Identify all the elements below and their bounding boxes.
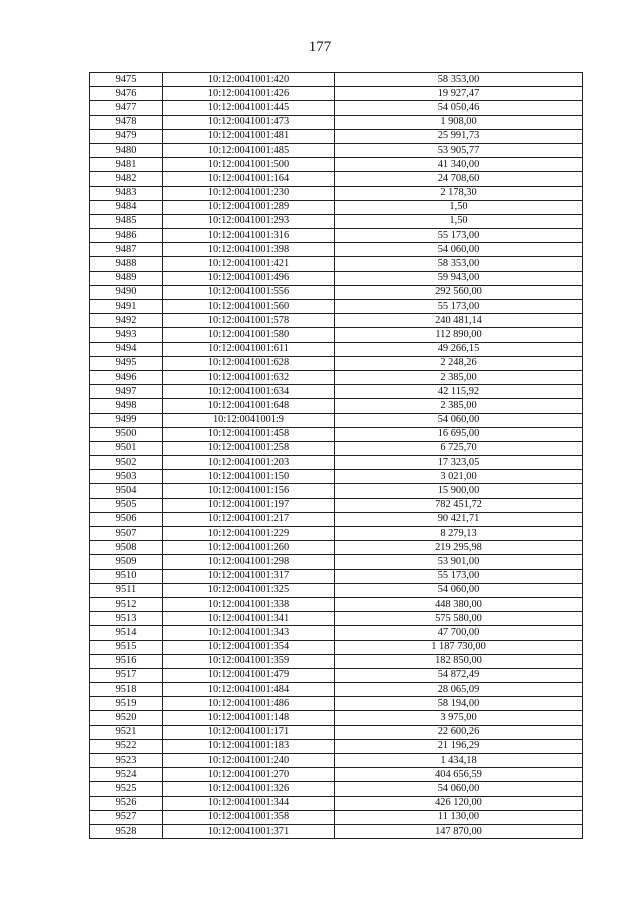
- row-number-cell: 9497: [90, 385, 163, 399]
- row-number-cell: 9500: [90, 427, 163, 441]
- row-number-cell: 9496: [90, 370, 163, 384]
- row-number-cell: 9478: [90, 115, 163, 129]
- cadastral-number-cell: 10:12:0041001:343: [163, 626, 335, 640]
- table-row: [90, 129, 583, 143]
- row-number-cell: 9486: [90, 229, 163, 243]
- table-row: [90, 612, 583, 626]
- table-row: [90, 271, 583, 285]
- value-cell: 28 065,09: [335, 683, 583, 697]
- row-number-cell: 9492: [90, 314, 163, 328]
- row-number-cell: 9508: [90, 541, 163, 555]
- cadastral-number-cell: 10:12:0041001:148: [163, 711, 335, 725]
- table-row: [90, 143, 583, 157]
- cadastral-number-cell: 10:12:0041001:171: [163, 725, 335, 739]
- row-number-cell: 9477: [90, 101, 163, 115]
- table-row: [90, 285, 583, 299]
- row-number-cell: 9525: [90, 782, 163, 796]
- row-number-cell: 9520: [90, 711, 163, 725]
- table-row: [90, 328, 583, 342]
- cadastral-number-cell: 10:12:0041001:338: [163, 597, 335, 611]
- table-row: [90, 697, 583, 711]
- cadastral-number-cell: 10:12:0041001:371: [163, 824, 335, 838]
- value-cell: 17 323,05: [335, 456, 583, 470]
- value-cell: 426 120,00: [335, 796, 583, 810]
- cadastral-number-cell: 10:12:0041001:398: [163, 243, 335, 257]
- cadastral-number-cell: 10:12:0041001:325: [163, 583, 335, 597]
- value-cell: 575 580,00: [335, 612, 583, 626]
- cadastral-number-cell: 10:12:0041001:628: [163, 356, 335, 370]
- value-cell: 54 060,00: [335, 583, 583, 597]
- value-cell: 24 708,60: [335, 172, 583, 186]
- row-number-cell: 9523: [90, 754, 163, 768]
- value-cell: 54 060,00: [335, 782, 583, 796]
- cadastral-number-cell: 10:12:0041001:458: [163, 427, 335, 441]
- cadastral-number-cell: 10:12:0041001:426: [163, 87, 335, 101]
- row-number-cell: 9490: [90, 285, 163, 299]
- cadastral-number-cell: 10:12:0041001:164: [163, 172, 335, 186]
- table-row: [90, 300, 583, 314]
- value-cell: 11 130,00: [335, 810, 583, 824]
- value-cell: 1 908,00: [335, 115, 583, 129]
- table-row: [90, 257, 583, 271]
- row-number-cell: 9510: [90, 569, 163, 583]
- cadastral-number-cell: 10:12:0041001:481: [163, 129, 335, 143]
- cadastral-number-cell: 10:12:0041001:9: [163, 413, 335, 427]
- row-number-cell: 9524: [90, 768, 163, 782]
- table-row: [90, 824, 583, 838]
- value-cell: 2 385,00: [335, 399, 583, 413]
- table-row: [90, 796, 583, 810]
- row-number-cell: 9527: [90, 810, 163, 824]
- row-number-cell: 9517: [90, 668, 163, 682]
- row-number-cell: 9489: [90, 271, 163, 285]
- value-cell: 404 656,59: [335, 768, 583, 782]
- table-row: [90, 172, 583, 186]
- table-row: [90, 711, 583, 725]
- cadastral-number-cell: 10:12:0041001:560: [163, 300, 335, 314]
- cadastral-number-cell: 10:12:0041001:634: [163, 385, 335, 399]
- cadastral-number-cell: 10:12:0041001:217: [163, 512, 335, 526]
- value-cell: 55 173,00: [335, 569, 583, 583]
- row-number-cell: 9518: [90, 683, 163, 697]
- cadastral-number-cell: 10:12:0041001:317: [163, 569, 335, 583]
- cadastral-number-cell: 10:12:0041001:240: [163, 754, 335, 768]
- cadastral-number-cell: 10:12:0041001:230: [163, 186, 335, 200]
- table-row: [90, 654, 583, 668]
- value-cell: 54 060,00: [335, 413, 583, 427]
- cadastral-number-cell: 10:12:0041001:580: [163, 328, 335, 342]
- row-number-cell: 9493: [90, 328, 163, 342]
- table-row: [90, 597, 583, 611]
- cadastral-number-cell: 10:12:0041001:445: [163, 101, 335, 115]
- value-cell: 58 194,00: [335, 697, 583, 711]
- table-row: [90, 512, 583, 526]
- value-cell: 49 266,15: [335, 342, 583, 356]
- value-cell: 58 353,00: [335, 257, 583, 271]
- table-row: [90, 456, 583, 470]
- row-number-cell: 9484: [90, 200, 163, 214]
- value-cell: 1 434,18: [335, 754, 583, 768]
- value-cell: 53 905,77: [335, 143, 583, 157]
- row-number-cell: 9494: [90, 342, 163, 356]
- value-cell: 8 279,13: [335, 527, 583, 541]
- table-row: [90, 87, 583, 101]
- cadastral-number-cell: 10:12:0041001:270: [163, 768, 335, 782]
- value-cell: 1,50: [335, 214, 583, 228]
- table-row: [90, 725, 583, 739]
- cadastral-number-cell: 10:12:0041001:632: [163, 370, 335, 384]
- row-number-cell: 9481: [90, 158, 163, 172]
- cadastral-number-cell: 10:12:0041001:203: [163, 456, 335, 470]
- row-number-cell: 9502: [90, 456, 163, 470]
- value-cell: 3 975,00: [335, 711, 583, 725]
- value-cell: 240 481,14: [335, 314, 583, 328]
- value-cell: 2 385,00: [335, 370, 583, 384]
- cadastral-number-cell: 10:12:0041001:341: [163, 612, 335, 626]
- table-row: [90, 782, 583, 796]
- value-cell: 3 021,00: [335, 470, 583, 484]
- table-row: [90, 668, 583, 682]
- value-cell: 22 600,26: [335, 725, 583, 739]
- row-number-cell: 9513: [90, 612, 163, 626]
- row-number-cell: 9515: [90, 640, 163, 654]
- row-number-cell: 9512: [90, 597, 163, 611]
- row-number-cell: 9488: [90, 257, 163, 271]
- row-number-cell: 9487: [90, 243, 163, 257]
- value-cell: 2 178,30: [335, 186, 583, 200]
- table-row: [90, 527, 583, 541]
- cadastral-number-cell: 10:12:0041001:298: [163, 555, 335, 569]
- value-cell: 58 353,00: [335, 73, 583, 87]
- table-row: [90, 385, 583, 399]
- row-number-cell: 9480: [90, 143, 163, 157]
- table-row: [90, 555, 583, 569]
- table-row: [90, 101, 583, 115]
- row-number-cell: 9483: [90, 186, 163, 200]
- row-number-cell: 9479: [90, 129, 163, 143]
- table-row: [90, 768, 583, 782]
- table-row: [90, 356, 583, 370]
- cadastral-number-cell: 10:12:0041001:496: [163, 271, 335, 285]
- row-number-cell: 9482: [90, 172, 163, 186]
- cadastral-number-cell: 10:12:0041001:486: [163, 697, 335, 711]
- value-cell: 54 050,46: [335, 101, 583, 115]
- page-number: 177: [308, 39, 332, 55]
- value-cell: 219 295,98: [335, 541, 583, 555]
- cadastral-number-cell: 10:12:0041001:183: [163, 739, 335, 753]
- row-number-cell: 9498: [90, 399, 163, 413]
- value-cell: 1 187 730,00: [335, 640, 583, 654]
- table-row: [90, 541, 583, 555]
- table-row: [90, 626, 583, 640]
- value-cell: 292 560,00: [335, 285, 583, 299]
- table-row: [90, 498, 583, 512]
- value-cell: 54 060,00: [335, 243, 583, 257]
- table-row: [90, 810, 583, 824]
- row-number-cell: 9475: [90, 73, 163, 87]
- value-cell: 53 901,00: [335, 555, 583, 569]
- row-number-cell: 9522: [90, 739, 163, 753]
- cadastral-number-cell: 10:12:0041001:358: [163, 810, 335, 824]
- row-number-cell: 9514: [90, 626, 163, 640]
- value-cell: 182 850,00: [335, 654, 583, 668]
- table-row: [90, 484, 583, 498]
- table-row: [90, 214, 583, 228]
- cadastral-number-cell: 10:12:0041001:420: [163, 73, 335, 87]
- table-row: [90, 739, 583, 753]
- cadastral-number-cell: 10:12:0041001:500: [163, 158, 335, 172]
- cadastral-number-cell: 10:12:0041001:289: [163, 200, 335, 214]
- cadastral-number-cell: 10:12:0041001:611: [163, 342, 335, 356]
- row-number-cell: 9503: [90, 470, 163, 484]
- value-cell: 6 725,70: [335, 441, 583, 455]
- row-number-cell: 9511: [90, 583, 163, 597]
- row-number-cell: 9506: [90, 512, 163, 526]
- cadastral-number-cell: 10:12:0041001:556: [163, 285, 335, 299]
- table-row: [90, 186, 583, 200]
- table-row: [90, 413, 583, 427]
- cadastral-number-cell: 10:12:0041001:359: [163, 654, 335, 668]
- table-row: [90, 441, 583, 455]
- cadastral-number-cell: 10:12:0041001:326: [163, 782, 335, 796]
- cadastral-number-cell: 10:12:0041001:156: [163, 484, 335, 498]
- value-cell: 1,50: [335, 200, 583, 214]
- cadastral-number-cell: 10:12:0041001:197: [163, 498, 335, 512]
- row-number-cell: 9499: [90, 413, 163, 427]
- table-row: [90, 399, 583, 413]
- value-cell: 448 380,00: [335, 597, 583, 611]
- cadastral-number-cell: 10:12:0041001:473: [163, 115, 335, 129]
- value-cell: 54 872,49: [335, 668, 583, 682]
- row-number-cell: 9528: [90, 824, 163, 838]
- table-row: [90, 158, 583, 172]
- cadastral-number-cell: 10:12:0041001:150: [163, 470, 335, 484]
- value-cell: 47 700,00: [335, 626, 583, 640]
- table-body: [90, 73, 583, 839]
- table-row: [90, 314, 583, 328]
- table-row: [90, 200, 583, 214]
- row-number-cell: 9485: [90, 214, 163, 228]
- value-cell: 16 695,00: [335, 427, 583, 441]
- row-number-cell: 9491: [90, 300, 163, 314]
- cadastral-number-cell: 10:12:0041001:260: [163, 541, 335, 555]
- cadastral-number-cell: 10:12:0041001:421: [163, 257, 335, 271]
- cadastral-number-cell: 10:12:0041001:293: [163, 214, 335, 228]
- cadastral-value-table: [89, 72, 583, 839]
- table-row: [90, 243, 583, 257]
- value-cell: 42 115,92: [335, 385, 583, 399]
- table-row: [90, 370, 583, 384]
- row-number-cell: 9504: [90, 484, 163, 498]
- row-number-cell: 9505: [90, 498, 163, 512]
- row-number-cell: 9526: [90, 796, 163, 810]
- value-cell: 55 173,00: [335, 229, 583, 243]
- table-row: [90, 229, 583, 243]
- value-cell: 55 173,00: [335, 300, 583, 314]
- row-number-cell: 9501: [90, 441, 163, 455]
- value-cell: 59 943,00: [335, 271, 583, 285]
- cadastral-number-cell: 10:12:0041001:484: [163, 683, 335, 697]
- row-number-cell: 9509: [90, 555, 163, 569]
- cadastral-number-cell: 10:12:0041001:258: [163, 441, 335, 455]
- table-row: [90, 115, 583, 129]
- table-row: [90, 640, 583, 654]
- row-number-cell: 9507: [90, 527, 163, 541]
- cadastral-number-cell: 10:12:0041001:648: [163, 399, 335, 413]
- value-cell: 147 870,00: [335, 824, 583, 838]
- table-row: [90, 427, 583, 441]
- table-row: [90, 73, 583, 87]
- value-cell: 90 421,71: [335, 512, 583, 526]
- row-number-cell: 9476: [90, 87, 163, 101]
- table-row: [90, 754, 583, 768]
- value-cell: 2 248,26: [335, 356, 583, 370]
- row-number-cell: 9516: [90, 654, 163, 668]
- table-row: [90, 583, 583, 597]
- value-cell: 782 451,72: [335, 498, 583, 512]
- value-cell: 25 991,73: [335, 129, 583, 143]
- cadastral-number-cell: 10:12:0041001:485: [163, 143, 335, 157]
- table-row: [90, 569, 583, 583]
- value-cell: 112 890,00: [335, 328, 583, 342]
- value-cell: 41 340,00: [335, 158, 583, 172]
- table-row: [90, 683, 583, 697]
- table-row: [90, 470, 583, 484]
- value-cell: 21 196,29: [335, 739, 583, 753]
- cadastral-number-cell: 10:12:0041001:354: [163, 640, 335, 654]
- cadastral-number-cell: 10:12:0041001:344: [163, 796, 335, 810]
- value-cell: 19 927,47: [335, 87, 583, 101]
- cadastral-number-cell: 10:12:0041001:316: [163, 229, 335, 243]
- table-row: [90, 342, 583, 356]
- cadastral-number-cell: 10:12:0041001:229: [163, 527, 335, 541]
- row-number-cell: 9495: [90, 356, 163, 370]
- row-number-cell: 9521: [90, 725, 163, 739]
- cadastral-number-cell: 10:12:0041001:578: [163, 314, 335, 328]
- value-cell: 15 900,00: [335, 484, 583, 498]
- row-number-cell: 9519: [90, 697, 163, 711]
- cadastral-number-cell: 10:12:0041001:479: [163, 668, 335, 682]
